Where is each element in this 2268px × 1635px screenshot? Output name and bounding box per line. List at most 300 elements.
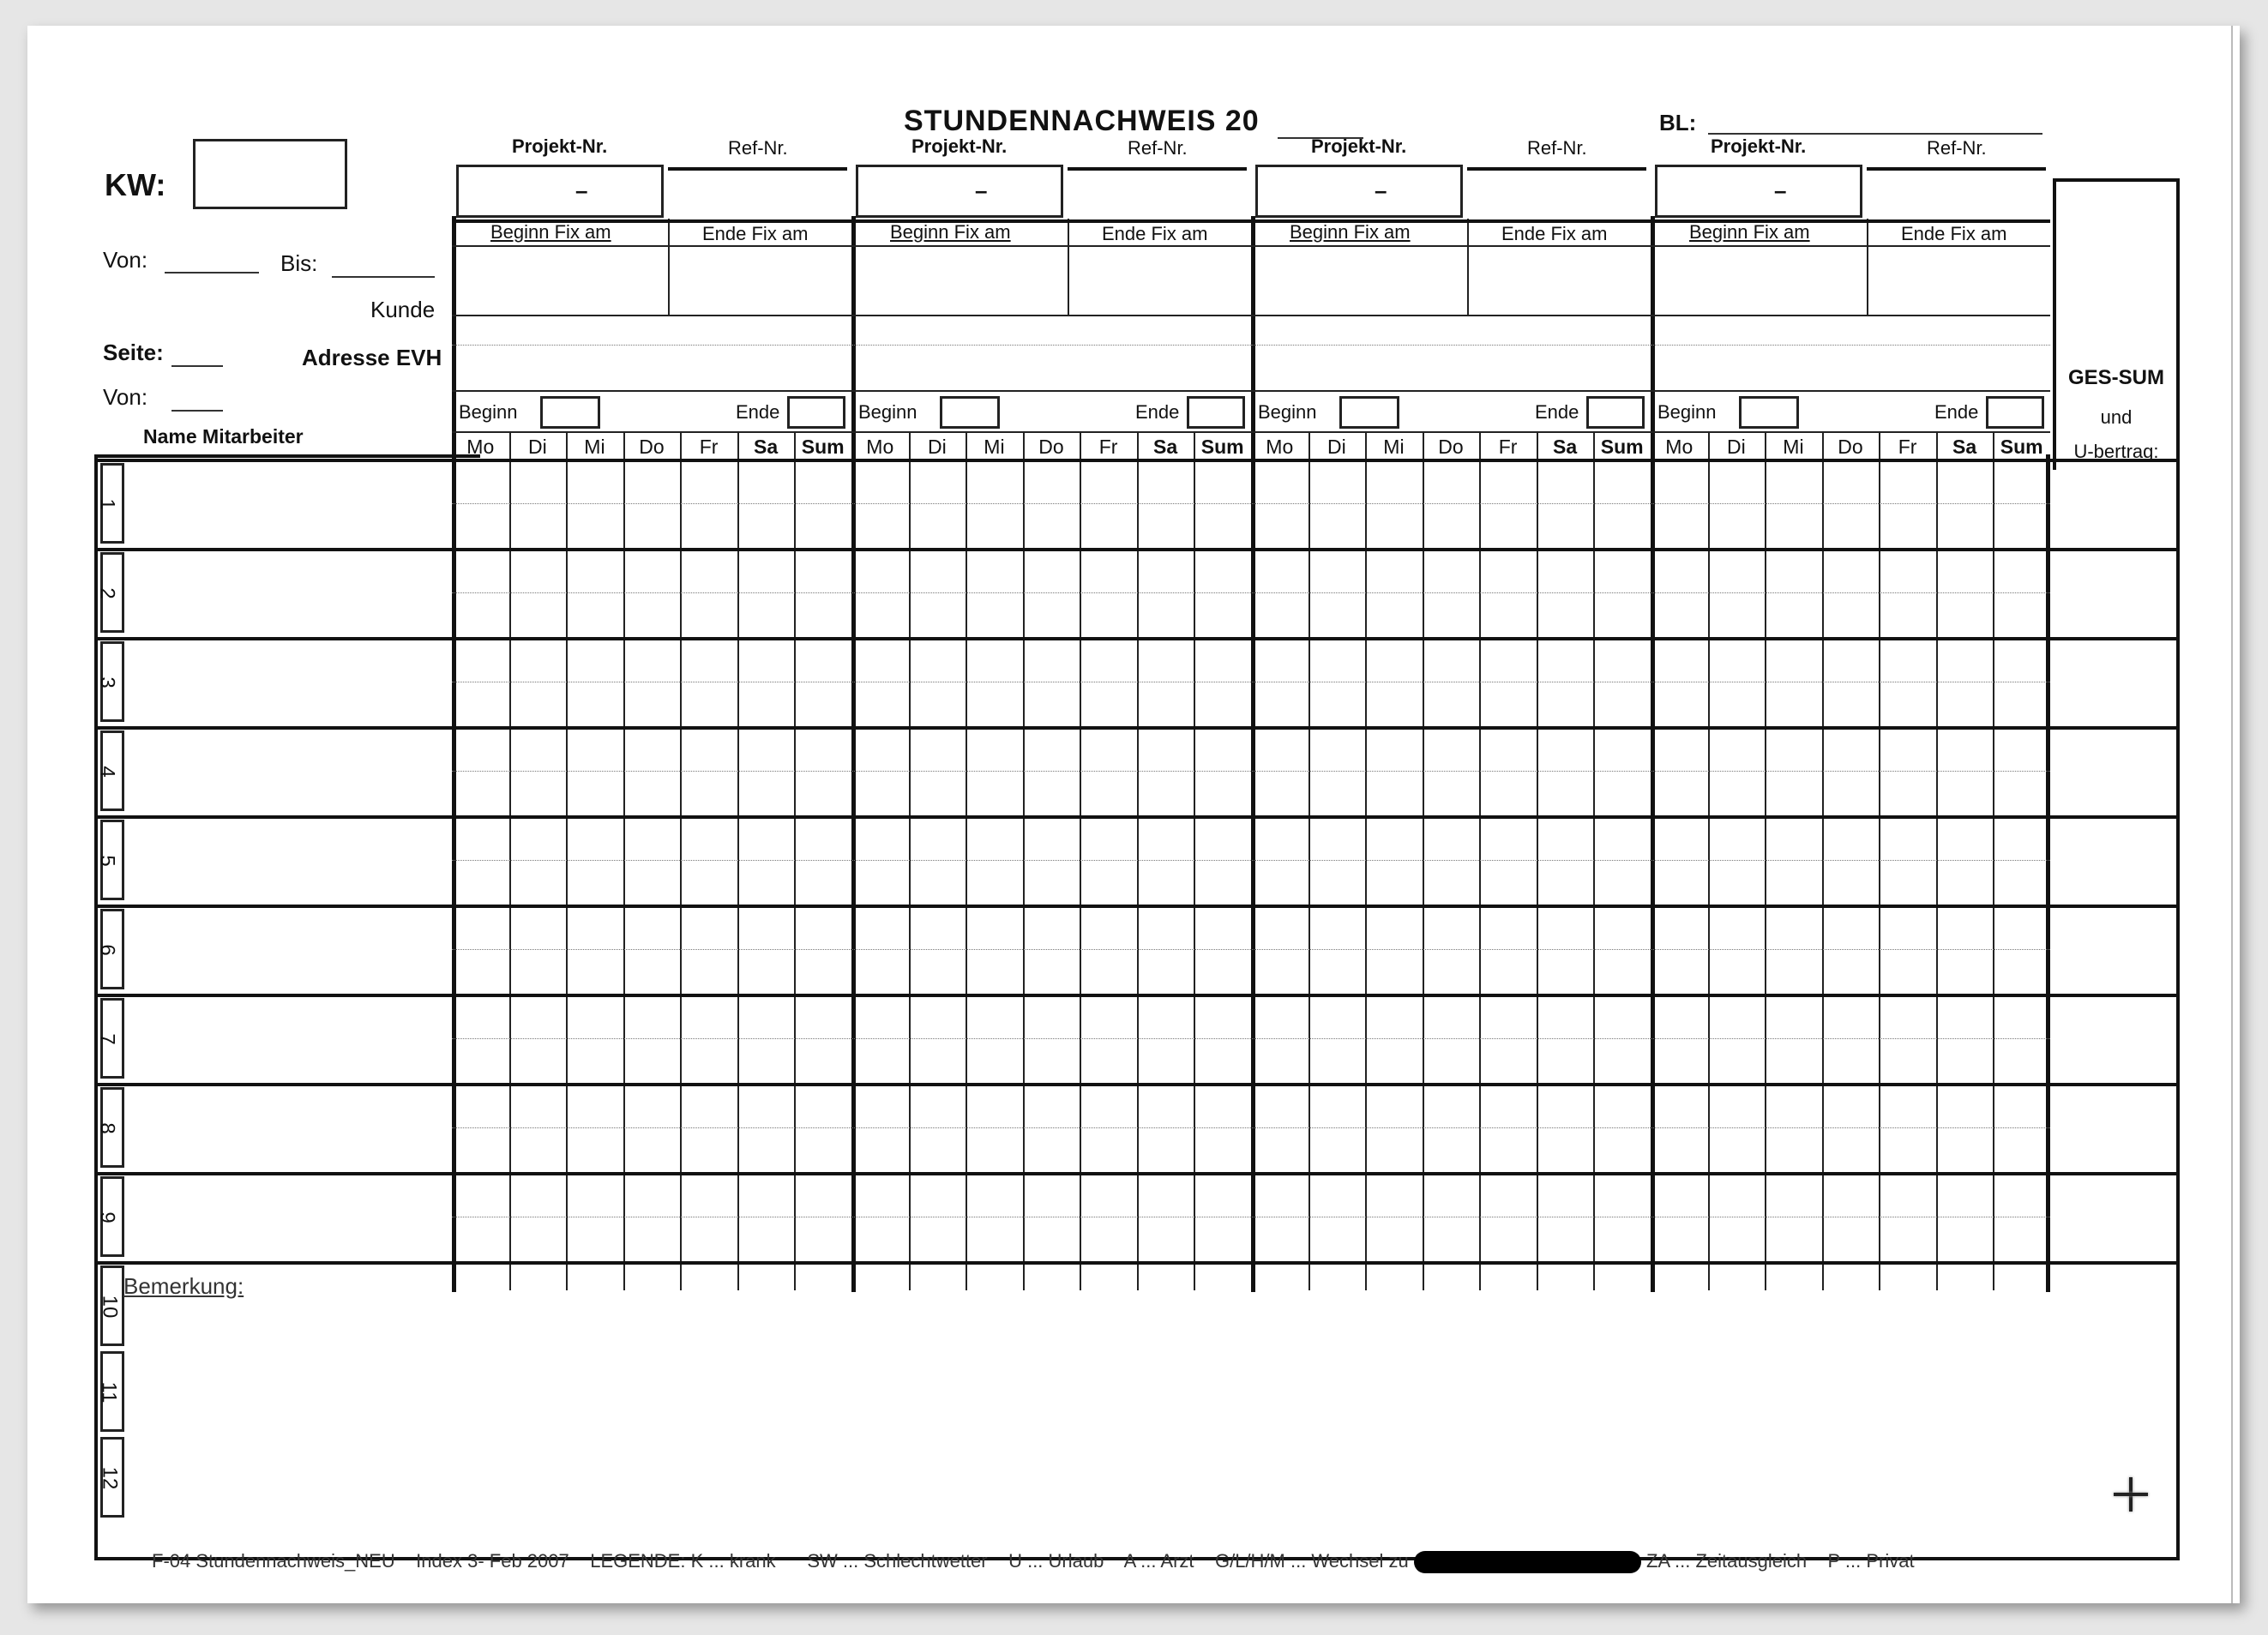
hours-cell[interactable]	[1368, 909, 1420, 989]
hours-cell[interactable]	[1653, 552, 1706, 633]
hours-cell[interactable]	[1881, 998, 1934, 1079]
hours-cell[interactable]	[1825, 820, 1877, 900]
hours-cell[interactable]	[1196, 552, 1248, 633]
hours-cell[interactable]	[1254, 820, 1306, 900]
hours-cell[interactable]	[626, 641, 678, 722]
hours-cell[interactable]	[454, 1176, 507, 1257]
hours-cell[interactable]	[797, 552, 849, 633]
hours-cell[interactable]	[797, 1176, 849, 1257]
beginn-fix-input[interactable]	[1655, 249, 1862, 313]
hours-cell[interactable]	[1995, 998, 2048, 1079]
ges-sum-cell[interactable]	[2055, 641, 2175, 722]
hours-cell[interactable]	[1939, 909, 1991, 989]
ende-fix-input[interactable]	[1471, 249, 1646, 313]
hours-cell[interactable]	[1825, 463, 1877, 544]
hours-cell[interactable]	[1653, 463, 1706, 544]
hours-cell[interactable]	[1653, 820, 1706, 900]
hours-cell[interactable]	[1140, 1087, 1192, 1168]
hours-cell[interactable]	[1539, 1176, 1591, 1257]
hours-cell[interactable]	[1140, 909, 1192, 989]
hours-cell[interactable]	[454, 463, 507, 544]
hours-cell[interactable]	[1711, 909, 1763, 989]
hours-cell[interactable]	[683, 1087, 735, 1168]
hours-cell[interactable]	[1254, 730, 1306, 811]
hours-cell[interactable]	[1767, 1087, 1820, 1168]
hours-cell[interactable]	[1140, 820, 1192, 900]
hours-cell[interactable]	[1711, 641, 1763, 722]
hours-cell[interactable]	[1939, 730, 1991, 811]
hours-cell[interactable]	[1482, 463, 1534, 544]
beginn-input[interactable]	[1339, 396, 1399, 429]
hours-cell[interactable]	[1026, 1176, 1078, 1257]
hours-cell[interactable]	[1653, 641, 1706, 722]
hours-cell[interactable]	[1196, 1176, 1248, 1257]
hours-cell[interactable]	[1368, 1176, 1420, 1257]
hours-cell[interactable]	[797, 463, 849, 544]
hours-cell[interactable]	[1196, 820, 1248, 900]
ges-sum-cell[interactable]	[2055, 1087, 2175, 1168]
hours-cell[interactable]	[911, 998, 964, 1079]
ges-sum-cell[interactable]	[2055, 909, 2175, 989]
hours-cell[interactable]	[569, 552, 621, 633]
hours-cell[interactable]	[1539, 1087, 1591, 1168]
hours-cell[interactable]	[1082, 998, 1134, 1079]
hours-cell[interactable]	[911, 909, 964, 989]
hours-cell[interactable]	[1767, 730, 1820, 811]
hours-cell[interactable]	[1311, 909, 1363, 989]
hours-cell[interactable]	[911, 641, 964, 722]
hours-cell[interactable]	[1881, 730, 1934, 811]
hours-cell[interactable]	[968, 1176, 1020, 1257]
hours-cell[interactable]	[569, 1087, 621, 1168]
ref-nr-input[interactable]	[1467, 167, 1646, 222]
von2-field-line[interactable]	[171, 410, 223, 412]
hours-cell[interactable]	[1711, 730, 1763, 811]
hours-cell[interactable]	[626, 820, 678, 900]
hours-cell[interactable]	[1767, 641, 1820, 722]
hours-cell[interactable]	[1995, 552, 2048, 633]
hours-cell[interactable]	[1596, 909, 1648, 989]
hours-cell[interactable]	[1596, 552, 1648, 633]
hours-cell[interactable]	[1311, 552, 1363, 633]
hours-cell[interactable]	[512, 463, 564, 544]
hours-cell[interactable]	[1196, 641, 1248, 722]
hours-cell[interactable]	[1711, 1176, 1763, 1257]
remark-input[interactable]	[123, 1303, 2164, 1552]
hours-cell[interactable]	[569, 820, 621, 900]
hours-cell[interactable]	[1482, 998, 1534, 1079]
kunde-input[interactable]	[856, 317, 1247, 369]
hours-cell[interactable]	[569, 641, 621, 722]
hours-cell[interactable]	[1425, 641, 1477, 722]
hours-cell[interactable]	[1368, 730, 1420, 811]
hours-cell[interactable]	[1196, 1087, 1248, 1168]
hours-cell[interactable]	[1482, 552, 1534, 633]
hours-cell[interactable]	[454, 820, 507, 900]
hours-cell[interactable]	[1082, 1087, 1134, 1168]
hours-cell[interactable]	[740, 1176, 792, 1257]
hours-cell[interactable]	[1368, 641, 1420, 722]
hours-cell[interactable]	[854, 730, 906, 811]
hours-cell[interactable]	[1767, 463, 1820, 544]
hours-cell[interactable]	[1825, 730, 1877, 811]
hours-cell[interactable]	[512, 909, 564, 989]
hours-cell[interactable]	[911, 552, 964, 633]
hours-cell[interactable]	[1939, 552, 1991, 633]
hours-cell[interactable]	[1140, 463, 1192, 544]
hours-cell[interactable]	[968, 1087, 1020, 1168]
hours-cell[interactable]	[1653, 1176, 1706, 1257]
bl-field-line[interactable]	[1708, 133, 2042, 135]
hours-cell[interactable]	[968, 641, 1020, 722]
hours-cell[interactable]	[1995, 463, 2048, 544]
hours-cell[interactable]	[1653, 909, 1706, 989]
hours-cell[interactable]	[1368, 1087, 1420, 1168]
hours-cell[interactable]	[626, 730, 678, 811]
hours-cell[interactable]	[626, 1176, 678, 1257]
hours-cell[interactable]	[1881, 641, 1934, 722]
hours-cell[interactable]	[740, 998, 792, 1079]
hours-cell[interactable]	[1825, 552, 1877, 633]
hours-cell[interactable]	[1026, 1087, 1078, 1168]
hours-cell[interactable]	[1368, 552, 1420, 633]
hours-cell[interactable]	[512, 1176, 564, 1257]
ende-fix-input[interactable]	[1871, 249, 2046, 313]
hours-cell[interactable]	[797, 730, 849, 811]
ges-sum-cell[interactable]	[2055, 1176, 2175, 1257]
hours-cell[interactable]	[1311, 1176, 1363, 1257]
hours-cell[interactable]	[1596, 1087, 1648, 1168]
hours-cell[interactable]	[1482, 909, 1534, 989]
hours-cell[interactable]	[1026, 998, 1078, 1079]
hours-cell[interactable]	[454, 998, 507, 1079]
hours-cell[interactable]	[512, 820, 564, 900]
hours-cell[interactable]	[854, 909, 906, 989]
ende-input[interactable]	[1187, 396, 1245, 429]
hours-cell[interactable]	[911, 1087, 964, 1168]
hours-cell[interactable]	[1368, 998, 1420, 1079]
hours-cell[interactable]	[1368, 463, 1420, 544]
kunde-input[interactable]	[1655, 317, 2046, 369]
hours-cell[interactable]	[854, 998, 906, 1079]
hours-cell[interactable]	[968, 998, 1020, 1079]
hours-cell[interactable]	[740, 820, 792, 900]
hours-cell[interactable]	[1140, 552, 1192, 633]
hours-cell[interactable]	[1825, 1087, 1877, 1168]
hours-cell[interactable]	[512, 552, 564, 633]
hours-cell[interactable]	[569, 1176, 621, 1257]
projekt-nr-input[interactable]	[456, 165, 664, 218]
hours-cell[interactable]	[740, 730, 792, 811]
employee-name-input[interactable]	[129, 642, 446, 721]
hours-cell[interactable]	[569, 730, 621, 811]
hours-cell[interactable]	[1596, 998, 1648, 1079]
hours-cell[interactable]	[1881, 1087, 1934, 1168]
hours-cell[interactable]	[1767, 909, 1820, 989]
hours-cell[interactable]	[1995, 641, 2048, 722]
hours-cell[interactable]	[1767, 552, 1820, 633]
hours-cell[interactable]	[1767, 998, 1820, 1079]
projekt-nr-input[interactable]	[1255, 165, 1463, 218]
hours-cell[interactable]	[512, 998, 564, 1079]
hours-cell[interactable]	[1082, 552, 1134, 633]
hours-cell[interactable]	[1254, 1176, 1306, 1257]
hours-cell[interactable]	[968, 820, 1020, 900]
hours-cell[interactable]	[854, 1176, 906, 1257]
ges-sum-cell[interactable]	[2055, 552, 2175, 633]
hours-cell[interactable]	[683, 463, 735, 544]
hours-cell[interactable]	[626, 998, 678, 1079]
hours-cell[interactable]	[968, 909, 1020, 989]
beginn-fix-input[interactable]	[1255, 249, 1463, 313]
hours-cell[interactable]	[1995, 1176, 2048, 1257]
hours-cell[interactable]	[1196, 730, 1248, 811]
hours-cell[interactable]	[1425, 1176, 1477, 1257]
hours-cell[interactable]	[1825, 909, 1877, 989]
employee-name-input[interactable]	[129, 999, 446, 1078]
ende-input[interactable]	[1986, 396, 2044, 429]
employee-name-input[interactable]	[129, 731, 446, 810]
hours-cell[interactable]	[1425, 1087, 1477, 1168]
hours-cell[interactable]	[1140, 998, 1192, 1079]
hours-cell[interactable]	[626, 909, 678, 989]
hours-cell[interactable]	[968, 463, 1020, 544]
ges-sum-cell[interactable]	[2055, 820, 2175, 900]
hours-cell[interactable]	[1026, 730, 1078, 811]
hours-cell[interactable]	[1482, 641, 1534, 722]
hours-cell[interactable]	[968, 730, 1020, 811]
hours-cell[interactable]	[854, 641, 906, 722]
hours-cell[interactable]	[1425, 909, 1477, 989]
ges-sum-cell[interactable]	[2055, 463, 2175, 544]
hours-cell[interactable]	[911, 1176, 964, 1257]
hours-cell[interactable]	[1596, 1176, 1648, 1257]
hours-cell[interactable]	[454, 1087, 507, 1168]
hours-cell[interactable]	[1653, 998, 1706, 1079]
hours-cell[interactable]	[854, 552, 906, 633]
hours-cell[interactable]	[1653, 1087, 1706, 1168]
beginn-input[interactable]	[940, 396, 1000, 429]
beginn-fix-input[interactable]	[856, 249, 1063, 313]
hours-cell[interactable]	[1939, 1176, 1991, 1257]
hours-cell[interactable]	[1767, 1176, 1820, 1257]
hours-cell[interactable]	[1825, 641, 1877, 722]
ref-nr-input[interactable]	[1867, 167, 2046, 222]
hours-cell[interactable]	[1140, 641, 1192, 722]
hours-cell[interactable]	[1596, 463, 1648, 544]
hours-cell[interactable]	[1311, 463, 1363, 544]
hours-cell[interactable]	[1082, 641, 1134, 722]
hours-cell[interactable]	[1482, 730, 1534, 811]
employee-name-input[interactable]	[129, 1088, 446, 1167]
hours-cell[interactable]	[1082, 1176, 1134, 1257]
hours-cell[interactable]	[1711, 1087, 1763, 1168]
hours-cell[interactable]	[1881, 463, 1934, 544]
hours-cell[interactable]	[1026, 641, 1078, 722]
hours-cell[interactable]	[1939, 1087, 1991, 1168]
hours-cell[interactable]	[683, 820, 735, 900]
hours-cell[interactable]	[740, 552, 792, 633]
hours-cell[interactable]	[1653, 730, 1706, 811]
hours-cell[interactable]	[1939, 463, 1991, 544]
hours-cell[interactable]	[1995, 730, 2048, 811]
hours-cell[interactable]	[1311, 1087, 1363, 1168]
hours-cell[interactable]	[569, 463, 621, 544]
hours-cell[interactable]	[1539, 641, 1591, 722]
ges-sum-cell[interactable]	[2055, 998, 2175, 1079]
employee-name-input[interactable]	[129, 821, 446, 899]
hours-cell[interactable]	[1995, 909, 2048, 989]
employee-name-input[interactable]	[129, 1177, 446, 1256]
hours-cell[interactable]	[1425, 463, 1477, 544]
hours-cell[interactable]	[1939, 820, 1991, 900]
hours-cell[interactable]	[797, 820, 849, 900]
hours-cell[interactable]	[1881, 909, 1934, 989]
hours-cell[interactable]	[1082, 909, 1134, 989]
ref-nr-input[interactable]	[668, 167, 847, 222]
hours-cell[interactable]	[454, 641, 507, 722]
hours-cell[interactable]	[797, 641, 849, 722]
ende-fix-input[interactable]	[672, 249, 847, 313]
hours-cell[interactable]	[683, 641, 735, 722]
hours-cell[interactable]	[454, 552, 507, 633]
hours-cell[interactable]	[1140, 730, 1192, 811]
seite-field-line[interactable]	[171, 365, 223, 367]
hours-cell[interactable]	[911, 820, 964, 900]
hours-cell[interactable]	[1711, 820, 1763, 900]
hours-cell[interactable]	[1711, 998, 1763, 1079]
hours-cell[interactable]	[1254, 641, 1306, 722]
hours-cell[interactable]	[1482, 1087, 1534, 1168]
hours-cell[interactable]	[797, 1087, 849, 1168]
hours-cell[interactable]	[797, 998, 849, 1079]
hours-cell[interactable]	[1254, 552, 1306, 633]
hours-cell[interactable]	[1026, 552, 1078, 633]
hours-cell[interactable]	[683, 552, 735, 633]
employee-name-input[interactable]	[129, 464, 446, 543]
hours-cell[interactable]	[1026, 463, 1078, 544]
projekt-nr-input[interactable]	[1655, 165, 1862, 218]
hours-cell[interactable]	[1539, 730, 1591, 811]
hours-cell[interactable]	[683, 1176, 735, 1257]
kw-input-box[interactable]	[193, 139, 347, 209]
bis-field-line[interactable]	[332, 276, 435, 278]
hours-cell[interactable]	[1311, 730, 1363, 811]
ende-fix-input[interactable]	[1072, 249, 1247, 313]
hours-cell[interactable]	[1881, 552, 1934, 633]
hours-cell[interactable]	[1311, 820, 1363, 900]
hours-cell[interactable]	[683, 909, 735, 989]
projekt-nr-input[interactable]	[856, 165, 1063, 218]
hours-cell[interactable]	[1196, 463, 1248, 544]
hours-cell[interactable]	[1825, 998, 1877, 1079]
hours-cell[interactable]	[512, 1087, 564, 1168]
hours-cell[interactable]	[1881, 1176, 1934, 1257]
hours-cell[interactable]	[569, 998, 621, 1079]
hours-cell[interactable]	[569, 909, 621, 989]
hours-cell[interactable]	[1254, 463, 1306, 544]
hours-cell[interactable]	[854, 463, 906, 544]
hours-cell[interactable]	[1995, 820, 2048, 900]
hours-cell[interactable]	[512, 730, 564, 811]
beginn-input[interactable]	[540, 396, 600, 429]
hours-cell[interactable]	[626, 463, 678, 544]
hours-cell[interactable]	[854, 820, 906, 900]
hours-cell[interactable]	[454, 909, 507, 989]
hours-cell[interactable]	[1026, 820, 1078, 900]
ref-nr-input[interactable]	[1068, 167, 1247, 222]
hours-cell[interactable]	[1539, 998, 1591, 1079]
hours-cell[interactable]	[1539, 909, 1591, 989]
hours-cell[interactable]	[911, 730, 964, 811]
hours-cell[interactable]	[1482, 1176, 1534, 1257]
ende-input[interactable]	[787, 396, 845, 429]
employee-name-input[interactable]	[129, 910, 446, 989]
hours-cell[interactable]	[1767, 820, 1820, 900]
hours-cell[interactable]	[454, 730, 507, 811]
kunde-input[interactable]	[456, 317, 847, 369]
hours-cell[interactable]	[1482, 820, 1534, 900]
kunde-input[interactable]	[1255, 317, 1646, 369]
beginn-fix-input[interactable]	[456, 249, 664, 313]
hours-cell[interactable]	[1939, 998, 1991, 1079]
hours-cell[interactable]	[1539, 463, 1591, 544]
hours-cell[interactable]	[1995, 1087, 2048, 1168]
hours-cell[interactable]	[740, 909, 792, 989]
hours-cell[interactable]	[1082, 463, 1134, 544]
hours-cell[interactable]	[1254, 909, 1306, 989]
hours-cell[interactable]	[740, 1087, 792, 1168]
hours-cell[interactable]	[1881, 820, 1934, 900]
hours-cell[interactable]	[1539, 552, 1591, 633]
hours-cell[interactable]	[1425, 820, 1477, 900]
hours-cell[interactable]	[1711, 463, 1763, 544]
hours-cell[interactable]	[1140, 1176, 1192, 1257]
hours-cell[interactable]	[1711, 552, 1763, 633]
hours-cell[interactable]	[1596, 730, 1648, 811]
hours-cell[interactable]	[1311, 998, 1363, 1079]
hours-cell[interactable]	[1311, 641, 1363, 722]
hours-cell[interactable]	[1254, 998, 1306, 1079]
hours-cell[interactable]	[1596, 820, 1648, 900]
hours-cell[interactable]	[1425, 552, 1477, 633]
hours-cell[interactable]	[854, 1087, 906, 1168]
hours-cell[interactable]	[1539, 820, 1591, 900]
hours-cell[interactable]	[1026, 909, 1078, 989]
employee-name-input[interactable]	[129, 553, 446, 632]
beginn-input[interactable]	[1739, 396, 1799, 429]
hours-cell[interactable]	[1196, 998, 1248, 1079]
hours-cell[interactable]	[683, 730, 735, 811]
hours-cell[interactable]	[797, 909, 849, 989]
hours-cell[interactable]	[1425, 998, 1477, 1079]
ges-sum-cell[interactable]	[2055, 730, 2175, 811]
hours-cell[interactable]	[1425, 730, 1477, 811]
hours-cell[interactable]	[1596, 641, 1648, 722]
hours-cell[interactable]	[626, 1087, 678, 1168]
hours-cell[interactable]	[512, 641, 564, 722]
hours-cell[interactable]	[1254, 1087, 1306, 1168]
hours-cell[interactable]	[1825, 1176, 1877, 1257]
hours-cell[interactable]	[1368, 820, 1420, 900]
hours-cell[interactable]	[626, 552, 678, 633]
von-field-line[interactable]	[165, 272, 259, 274]
hours-cell[interactable]	[740, 463, 792, 544]
hours-cell[interactable]	[683, 998, 735, 1079]
hours-cell[interactable]	[1082, 730, 1134, 811]
hours-cell[interactable]	[1082, 820, 1134, 900]
ende-input[interactable]	[1586, 396, 1645, 429]
